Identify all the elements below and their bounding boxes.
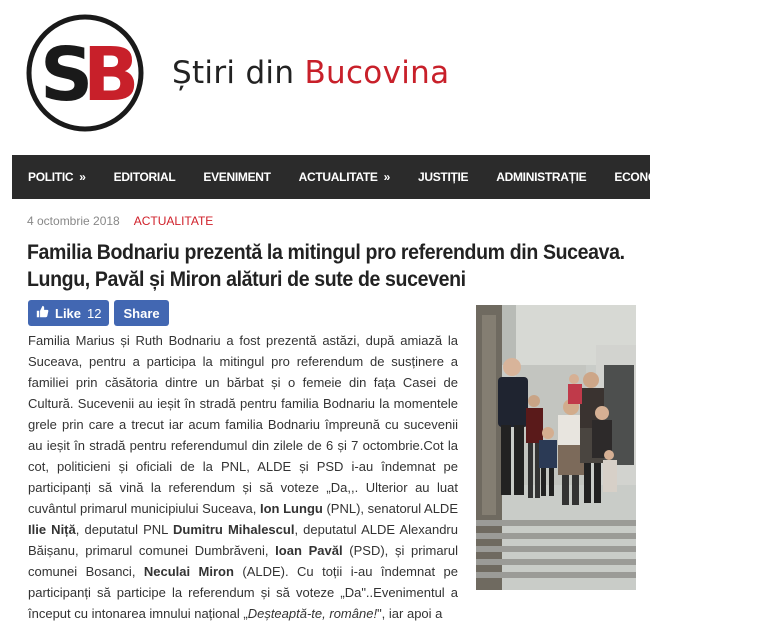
submenu-chevron-icon: » — [79, 170, 86, 184]
nav-item-actualitate[interactable]: ACTUALITATE » — [298, 170, 390, 184]
article-meta — [27, 214, 213, 228]
headline-line-2: Lungu, Pavăl și Miron alături de sute de suceveni — [27, 268, 466, 291]
nav-item-economic[interactable]: ECONOMIC — [614, 170, 678, 184]
nav-item-cultura[interactable]: CULTURĂ — [705, 170, 761, 184]
facebook-share-button[interactable]: Share — [114, 300, 168, 326]
name-dumitru-mihalescul: Dumitru Mihalescul — [173, 522, 295, 537]
site-title[interactable] — [172, 55, 449, 91]
main-nav — [12, 155, 761, 199]
social-buttons — [28, 300, 169, 326]
name-ioan-paval: Ioan Pavăl — [275, 543, 343, 558]
name-neculai-miron: Neculai Miron — [143, 564, 234, 579]
headline-line-1: Familia Bodnariu prezentă la mitingul pro referendum din Suceava. — [27, 241, 625, 264]
name-ilie-nita: Ilie Niță — [28, 522, 76, 537]
svg-text:S: S — [40, 32, 94, 118]
name-ion-lungu: Ion Lungu — [260, 501, 323, 516]
thumbs-up-icon — [36, 305, 49, 321]
nav-item-eveniment[interactable]: EVENIMENT — [203, 170, 271, 184]
article-paragraph: Familia Marius și Ruth Bodnariu a fost prezentă astăzi, după amiază la Suceava, pentru a participa la mitingul pro referendum de susținere a familiei prin căsătoria dintre un bărbat și o femeie din fața Casei de Cultură. Sucevenii au ieșit în stradă pentru familia Bodnariu la momentele grele prin care a trecut iar acum familia Bodnariu împreună cu sucevenii au ieșit în stradă pentru referendumul din zilele de 6 și 7 octombrie.Cot la cot, politicieni și oficiali de la PNL, ALDE și PSD i-au îndemnat pe participanți să vină la referendum și să voteze „Da,,. Ulterior au luat cuvântul primarul municipiului Suceava, Ion Lungu (PNL), senatorul ALDE Ilie Niță, deputatul PNL Dumitru Mihalescul, deputatul ALDE Alexandru Băișanu, primarul comunei Dumbrăveni, Ioan Pavăl (PSD), și primarul comunei Bosanci, Neculai Miron (ALDE). Cu toții i-au îndemnat pe participanți să participe la referendum și să voteze „Da"..Evenimentul a început cu intonarea imnului național „Deșteaptă-te, române!", iar apoi a — [28, 333, 459, 621]
site-title-part1: Știri din — [172, 55, 305, 91]
article-photo[interactable] — [476, 305, 636, 590]
nav-item-editorial[interactable]: EDITORIAL — [113, 170, 176, 184]
article-headline — [27, 239, 641, 293]
site-logo[interactable] — [26, 14, 144, 132]
article-body — [28, 330, 458, 624]
nav-item-justitie[interactable]: JUSTIȚIE — [417, 170, 469, 184]
facebook-like-button[interactable] — [28, 300, 109, 326]
nav-item-administratie[interactable]: ADMINISTRAȚIE — [496, 170, 587, 184]
site-title-part2: Bucovina — [304, 55, 450, 91]
article-date: 4 octombrie 2018 — [27, 214, 120, 228]
anthem-title: Deșteaptă-te, române! — [247, 606, 378, 621]
article-category-link[interactable]: ACTUALITATE — [133, 214, 214, 228]
svg-text:B: B — [83, 32, 140, 118]
like-label: Like — [55, 305, 82, 321]
submenu-chevron-icon: » — [383, 170, 390, 184]
site-header — [0, 0, 650, 150]
like-count: 12 — [87, 305, 102, 321]
nav-item-politic[interactable]: POLITIC » — [28, 170, 86, 184]
